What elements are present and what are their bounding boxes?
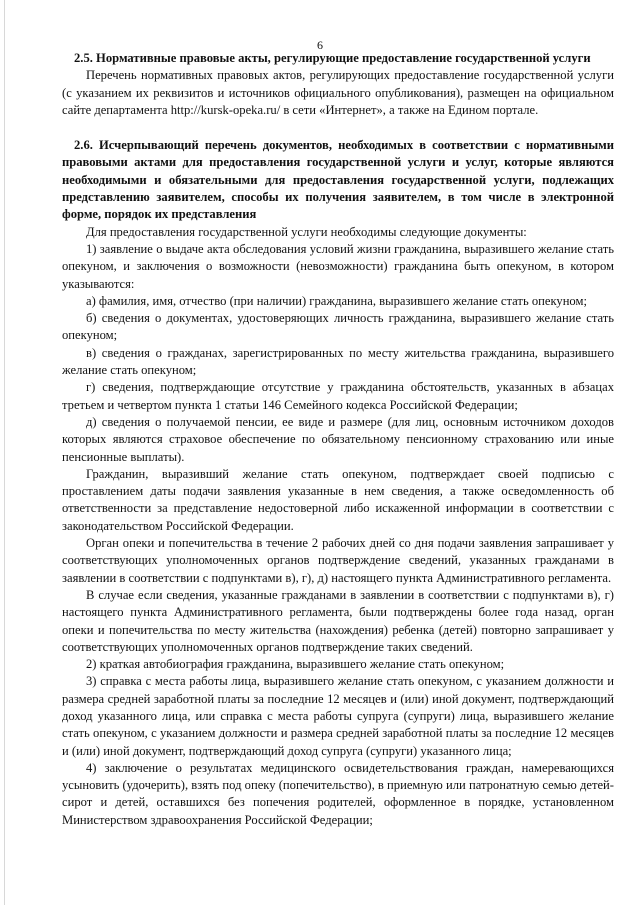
page-number: 6	[317, 38, 323, 52]
section-2-6-heading: 2.6. Исчерпывающий перечень документов, необходимых в соответствии с нормативными правовыми актами для предоставления государственной услуги и услуг, которые являются необходимыми и обязательными для предоставления государственной услуги, подлежащих представлению заявителем, способы их получения заявителем, в том числе в электронной форме, порядок их представления	[62, 138, 614, 222]
section-2-6-paragraph-4: б) сведения о документах, удостоверяющих личность гражданина, выразившего желание стать опекуном;	[62, 311, 614, 343]
section-2-6-paragraph-2: 1) заявление о выдаче акта обследования условий жизни гражданина, выразившего желание стать опекуном, и заключения о возможности (невозможности) гражданина быть опекуном, в котором указываются:	[62, 241, 614, 291]
section-2-6-paragraph-1: Для предоставления государственной услуги необходимы следующие документы:	[86, 224, 527, 239]
section-2-6-paragraph-3: а) фамилия, имя, отчество (при наличии) гражданина, выразившего желание стать опекуном;	[86, 293, 587, 308]
section-2-6-paragraph-11: 2) краткая автобиография гражданина, выразившего желание стать опекуном;	[86, 657, 505, 672]
section-2-6-paragraph-6: г) сведения, подтверждающие отсутствие у гражданина обстоятельств, указанных в абзацах третьем и четвертом пункта 1 статьи 146 Семейного кодекса Российской Федерации;	[62, 380, 614, 412]
section-2-6-paragraph-13: 4) заключение о результатах медицинского освидетельствования граждан, намеревающихся усыновить (удочерить), взять под опеку (попечительство), в приемную или патронатную семью детей-сирот и детей, оставшихся без попечения родителей, оформленное в порядке, установленном Министерством здравоохранения Российской Федерации;	[62, 760, 614, 827]
section-2-6-paragraph-7: д) сведения о получаемой пенсии, ее виде и размере (для лиц, основным источником доходов которых являются страховое обеспечение по обязательному пенсионному страхованию или иные пенсионные выплаты).	[62, 414, 614, 464]
section-2-6-paragraph-10: В случае если сведения, указанные гражданами в заявлении в соответствии с подпунктами в), г) настоящего пункта Административного регламента, были подтверждены более года назад, орган опеки и попечительства по месту жительства (нахождения) ребенка (детей) повторно запрашивает у соответствующих уполномоченных органов подтверждение таких сведений.	[62, 587, 614, 654]
section-2-5-heading: 2.5. Нормативные правовые акты, регулирующие предоставление государственной услуги	[74, 51, 591, 65]
scan-edge-line	[4, 0, 5, 905]
section-2-5-paragraph-1: Перечень нормативных правовых актов, регулирующих предоставление государственной услуги (с указанием их реквизитов и источников официального опубликования), размещен на официальном сайте департамента http://kursk-opeka.ru/ в сети «Интернет», а также на Едином портале.	[62, 68, 614, 117]
section-2-6-paragraph-12: 3) справка с места работы лица, выразившего желание стать опекуном, с указанием должности и размера средней заработной платы за последние 12 месяцев и (или) иной документ, подтверждающий доход указанного лица, или справка с места работы супруга (супруги) лица, выразившего желание стать опекуном, с указанием должности и размера средней заработной платы за последние 12 месяцев и (или) иной документ, подтверждающий доход супруга (супруги) указанного лица;	[62, 674, 614, 758]
section-gap	[62, 119, 614, 137]
section-2-6-paragraph-5: в) сведения о гражданах, зарегистрированных по месту жительства гражданина, выразившего желание стать опекуном;	[62, 345, 614, 378]
section-2-6-paragraph-8: Гражданин, выразивший желание стать опекуном, подтверждает своей подписью с проставлением даты подачи заявления указанные в нем сведения, а также осведомленность об ответственности за представление недостоверной либо искаженной информации в соответствии с законодательством Российской Федерации.	[62, 466, 614, 533]
page-content	[62, 50, 614, 829]
section-2-6-paragraph-9: Орган опеки и попечительства в течение 2 рабочих дней со дня подачи заявления запрашивает у соответствующих уполномоченных органов подтверждение сведений, указанных гражданами в заявлении в соответствии с подпунктами в), г), д) настоящего пункта Административного регламента.	[62, 536, 614, 585]
